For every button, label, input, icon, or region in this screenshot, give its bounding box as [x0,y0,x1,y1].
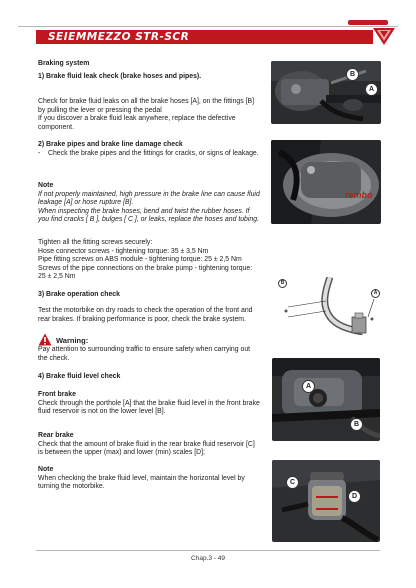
step1-body: Check for brake fluid leaks on all the brake hoses [A], on the fittings [B] by pulling the lever or pressing the pedal If you discover a brake fluid leak anywhere, replace the defective component. [38,98,255,131]
moto-morini-logo-icon [372,26,396,46]
note-block: Note If not properly maintained, high pressure in the brake line can cause fluid leakage [A] or hose rupture [B]. When inspecting the brake hoses, bend and twist the rubber hoses. If you find cracks [ B ], bulges [ C ], or leaks, replace the hoses and tubing. [38,182,260,224]
warning-title: Warning: [56,336,89,346]
brake-caliper-photo [271,140,381,224]
warning-block [38,333,260,363]
callout-c: C [286,476,299,489]
header-rule [18,26,398,27]
callout-a: A [365,83,378,96]
brake-lever-illustration [271,61,381,124]
callout-b: B [346,68,359,81]
note2-block: Note When checking the brake fluid level, maintain the horizontal level by turning the motorbike. [38,466,245,491]
step3-title: 3) Brake operation check [38,291,120,298]
rear-reservoir-illustration [272,460,380,542]
step2-list-item: - Check the brake pipes and the fittings for cracks, or signs of leakage. [38,149,259,157]
rear-reservoir-photo [272,460,380,542]
callout-a: A [371,289,380,298]
banner-title: SEIEMMEZZO STR-SCR [48,31,190,43]
warning-text: Pay attention to surrounding traffic to ensure safety when carrying out the check. [38,346,251,362]
callout-b: B [350,418,363,431]
brake-master-cylinder-photo [271,61,381,124]
callout-d: D [348,490,361,503]
footer-rule [36,550,380,551]
rear-brake-block: Rear brake Check that the amount of brake fluid in the rear brake fluid reservoir [C] is between the upper (max) and lower (min) scales [D]; [38,432,255,457]
svg-text:rembo: rembo [345,190,373,200]
callout-a: A [302,380,315,393]
step4-title: 4) Brake fluid level check [38,373,121,380]
page-number: Chap.3 - 49 [191,555,225,562]
brake-caliper-illustration [271,140,381,224]
front-reservoir-photo [272,358,380,441]
brake-hose-diagram [268,277,386,335]
section-title: Braking system [38,60,90,67]
model-banner [36,30,373,44]
callout-b: B [278,279,287,288]
torque-block: Tighten all the fitting screws securely: Hose connector screws - tightening torque: 35 ± 3,5 Nm Pipe fitting screws on ABS module - tightening torque: 25 ± 2,5 Nm Screws of the pipe connections on the brake pump - tightening torque: 25 ± 2,5 Nm [38,239,253,281]
front-brake-block: Front brake Check through the porthole [A] that the brake fluid level in the front brake fluid reservoir is not on the lower level [B]. [38,391,260,416]
front-reservoir-illustration [272,358,380,441]
warning-triangle-icon [38,333,52,346]
step1-title: 1) Brake fluid leak check (brake hoses and pipes). [38,73,202,80]
step2-block: 2) Brake pipes and brake line damage check - Check the brake pipes and the fittings for cracks, or signs of leakage. [38,141,259,157]
brand-bar [348,20,388,25]
step3-body: Test the motorbike on dry roads to check the operation of the front and rear brakes. If braking performance is poor, check the brake system. [38,307,253,323]
